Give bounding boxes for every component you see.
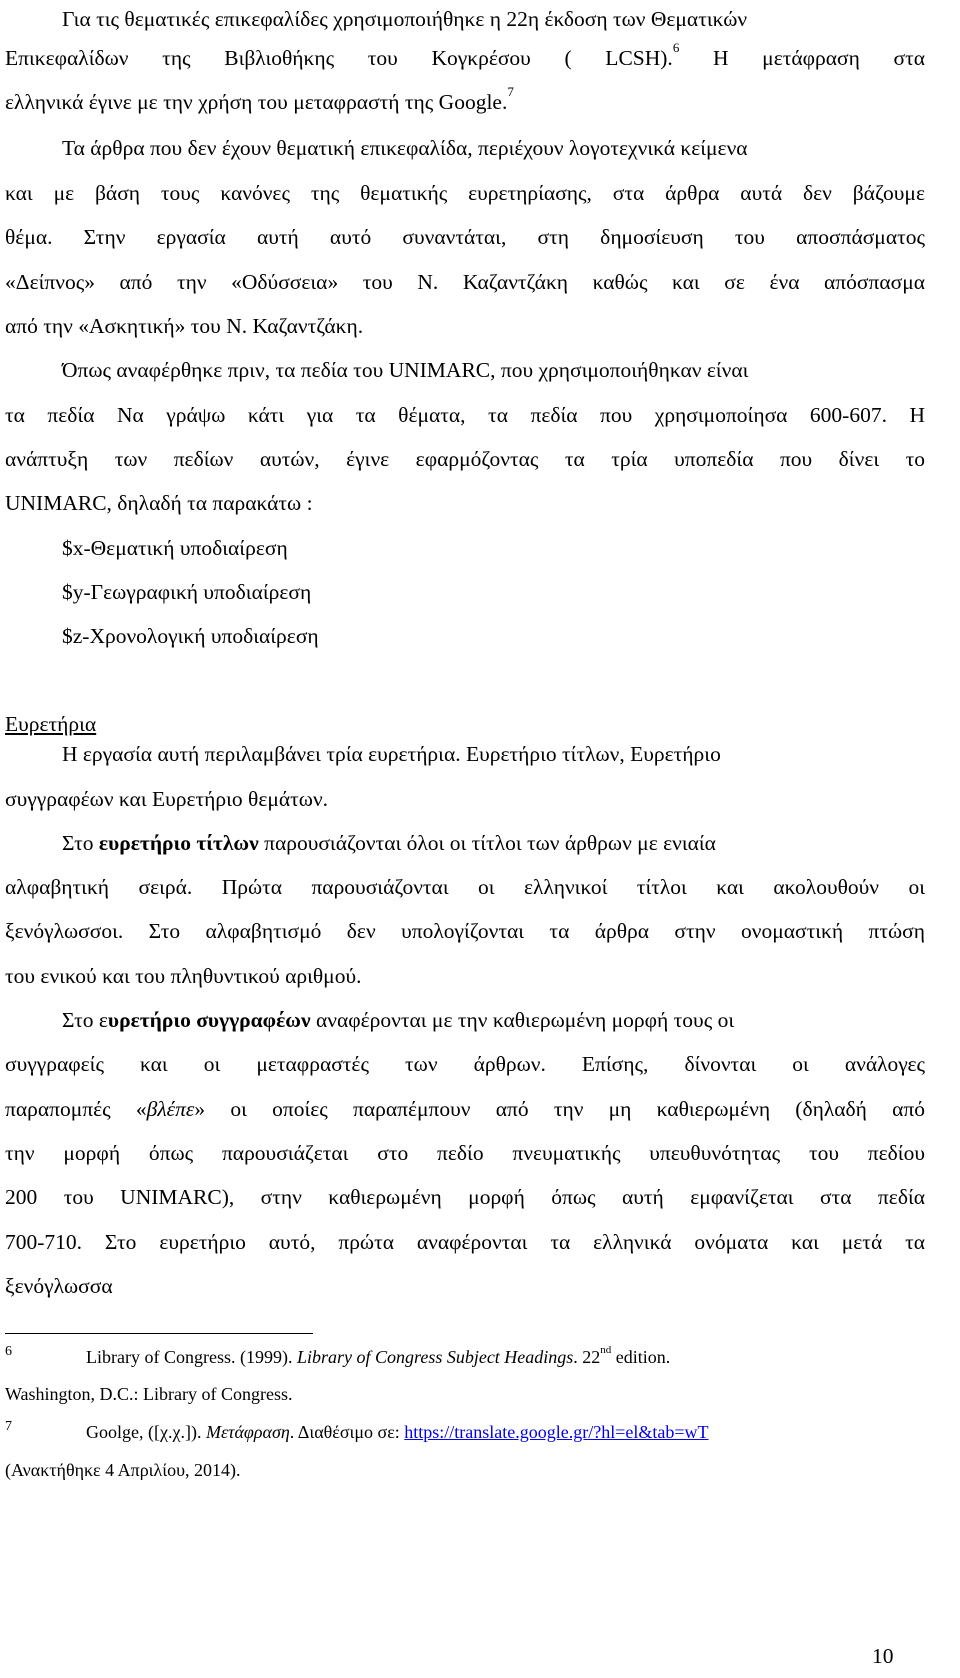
- p4-line2: συγγραφέων και Ευρετήριο θεμάτων.: [5, 787, 329, 811]
- p5-line4: του ενικού και του πληθυντικού αριθμού.: [5, 964, 362, 988]
- footnote-6-line2: Washington, D.C.: Library of Congress.: [5, 1384, 293, 1404]
- p2-line2: και με βάση τους κανόνες της θεματικής ευρετηρίασης, στα άρθρα αυτά δεν βάζουμε: [5, 181, 925, 205]
- p1-line3: ελληνικά έγινε με την χρήση του μεταφραστή της Google.$^7$: [5, 84, 514, 114]
- p3-line3: ανάπτυξη των πεδίων αυτών, έγινε εφαρμόζοντας τα τρία υποπεδία που δίνει το: [5, 447, 925, 471]
- translate-link[interactable]: https://translate.google.gr/?hl=el&tab=wT: [404, 1422, 709, 1442]
- footnote-separator: [5, 1333, 313, 1334]
- p5-line1: Στο ευρετήριο τίτλων παρουσιάζονται όλοι οι τίτλοι των άρθρων με ενιαία: [62, 831, 716, 855]
- p5-line3: ξενόγλωσσοι. Στο αλφαβητισμό δεν υπολογίζονται τα άρθρα στην ονομαστική πτώση: [5, 919, 925, 943]
- p3-line4: UNIMARC, δηλαδή τα παρακάτω :: [5, 491, 313, 515]
- list-item: $z-Χρονολογική υποδιαίρεση: [62, 624, 319, 648]
- p1-line1: Για τις θεματικές επικεφαλίδες χρησιμοποιήθηκε η 22η έκδοση των Θεματικών: [62, 7, 748, 31]
- p5-line2: αλφαβητική σειρά. Πρώτα παρουσιάζονται οι ελληνικοί τίτλοι και ακολουθούν οι: [5, 875, 925, 899]
- p3-line2: τα πεδία Να γράψω κάτι για τα θέματα, τα πεδία που χρησιμοποίησα 600-607. Η: [5, 403, 925, 427]
- p3-line1: Όπως αναφέρθηκε πριν, τα πεδία του UNIMARC, που χρησιμοποιήθηκαν είναι: [62, 358, 749, 382]
- footnote-7-line2: (Ανακτήθηκε 4 Απριλίου, 2014).: [5, 1460, 241, 1480]
- page-number: 10: [872, 1644, 894, 1668]
- p6-line6: 700-710. Στο ευρετήριο αυτό, πρώτα αναφέρονται τα ελληνικά ονόματα και μετά τα: [5, 1230, 925, 1254]
- p6-line1: Στο ευρετήριο συγγραφέων αναφέρονται με την καθιερωμένη μορφή τους οι: [62, 1008, 735, 1032]
- section-heading: Ευρετήρια: [5, 712, 97, 736]
- p2-line1: Τα άρθρα που δεν έχουν θεματική επικεφαλίδα, περιέχουν λογοτεχνικά κείμενα: [62, 136, 748, 160]
- p6-line2: συγγραφείς και οι μεταφραστές των άρθρων. Επίσης, δίνονται οι ανάλογες: [5, 1052, 925, 1076]
- bold-term-authors: υρετήριο συγγραφέων: [107, 1008, 311, 1032]
- footnote-number-6: 6: [5, 1344, 12, 1359]
- footnote-6-line1: Library of Congress. (1999). Library of Congress Subject Headings. 22nd edition.: [86, 1344, 671, 1367]
- p4-line1: Η εργασία αυτή περιλαμβάνει τρία ευρετήρια. Ευρετήριο τίτλων, Ευρετήριο: [62, 742, 721, 766]
- bold-term-titles: ευρετήριο τίτλων: [98, 831, 259, 855]
- footnote-ref-7[interactable]: 7: [507, 84, 514, 99]
- footnote-7-line1: Goolge, ([χ.χ.]). Μετάφραση. Διαθέσιμο σε: https://translate.google.gr/?hl=el&tab=wT: [86, 1422, 709, 1442]
- footnote-ref-6[interactable]: 6: [672, 40, 680, 55]
- p6-line4: την μορφή όπως παρουσιάζεται στο πεδίο πνευματικής υπευθυνότητας του πεδίου: [5, 1141, 925, 1165]
- p6-line7: ξενόγλωσσα: [5, 1274, 113, 1298]
- footnote-number-7: 7: [5, 1419, 12, 1434]
- p6-line3: παραπομπές «βλέπε» οι οποίες παραπέμπουν από την μη καθιερωμένη (δηλαδή από: [5, 1097, 925, 1121]
- p2-line3: θέμα. Στην εργασία αυτή αυτό συναντάται, στη δημοσίευση του αποσπάσματος: [5, 225, 925, 249]
- list-item: $y-Γεωγραφική υποδιαίρεση: [62, 580, 312, 604]
- p6-line5: 200 του UNIMARC), στην καθιερωμένη μορφή όπως αυτή εμφανίζεται στα πεδία: [5, 1185, 925, 1209]
- p2-line4: «Δείπνος» από την «Οδύσσεια» του Ν. Καζαντζάκη καθώς και σε ένα απόσπασμα: [5, 270, 925, 294]
- p1-line2: Επικεφαλίδων της Βιβλιοθήκης του Κογκρέσου ( LCSH).$^6$ Η μετάφραση στα: [5, 40, 926, 70]
- p2-line5: από την «Ασκητική» του Ν. Καζαντζάκη.: [5, 314, 364, 338]
- list-item: $x-Θεματική υποδιαίρεση: [62, 536, 288, 560]
